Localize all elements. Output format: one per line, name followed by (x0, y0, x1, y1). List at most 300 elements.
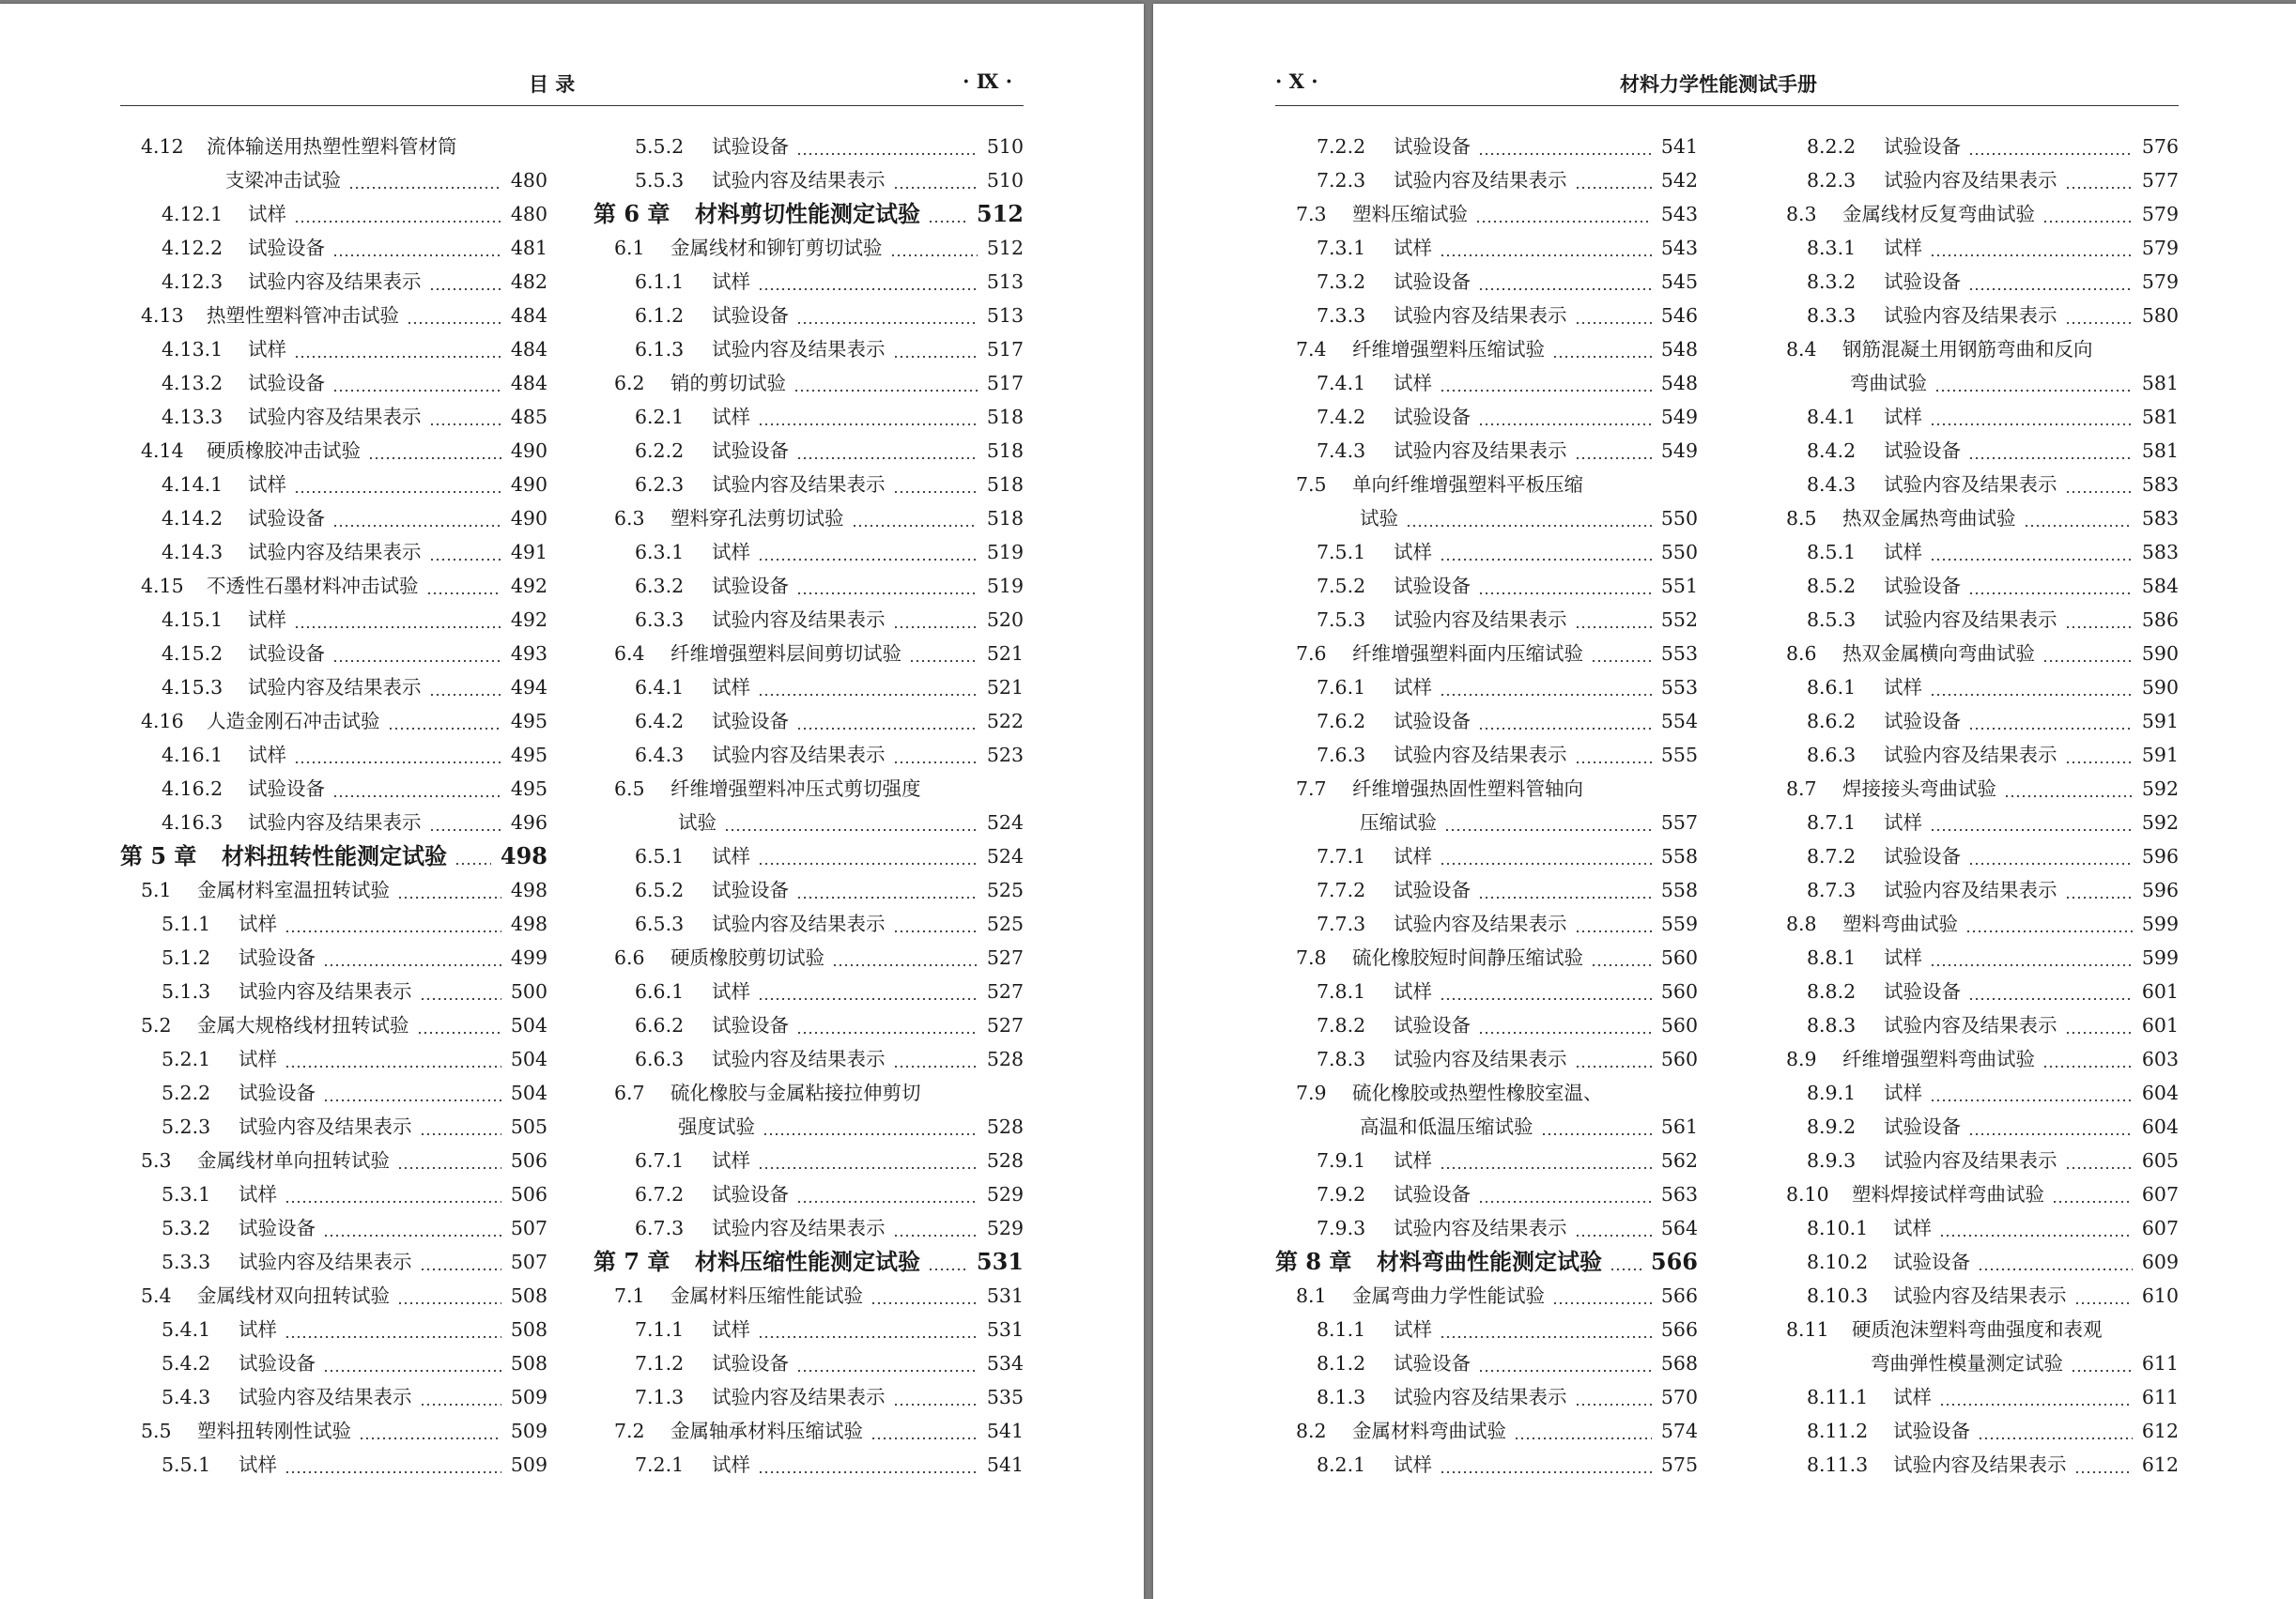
toc-entry (120, 1346, 547, 1380)
toc-entry (1275, 1448, 1698, 1482)
toc-entry-page: 517 (986, 372, 1024, 394)
toc-entry-title: 试验设备 (712, 1014, 789, 1037)
toc-entry-title: 试验内容及结果表示 (248, 270, 422, 293)
toc-entry-number: 6.5 (614, 777, 645, 800)
toc-entry-page: 592 (2141, 811, 2179, 834)
toc-leader-dots (1591, 941, 1652, 975)
toc-entry-number: 6.4.2 (635, 710, 685, 732)
toc-entry-page: 583 (2141, 541, 2179, 563)
toc-entry (120, 265, 547, 299)
toc-entry (1275, 366, 1698, 400)
toc-entry (1765, 772, 2179, 806)
toc-entry-title: 试验设备 (239, 1082, 316, 1104)
toc-entry-number: 8.8.1 (1807, 946, 1857, 969)
toc-leader-dots (294, 468, 501, 501)
toc-leader-dots (758, 265, 978, 299)
toc-entry (1275, 975, 1698, 1008)
toc-entry-page: 555 (1660, 744, 1698, 766)
toc-entry-number: 7.1 (614, 1284, 645, 1307)
toc-entry-page: 507 (510, 1251, 547, 1273)
toc-entry-number: 7.1.3 (635, 1386, 685, 1408)
toc-entry-title: 试验设备 (712, 1352, 789, 1375)
toc-entry-number: 7.7.3 (1317, 913, 1366, 935)
toc-entry-title: 试样 (1394, 980, 1432, 1003)
toc-entry (120, 907, 547, 941)
toc-entry-title: 试样 (1893, 1217, 1932, 1239)
toc-entry (120, 1448, 547, 1482)
toc-entry-page: 607 (2141, 1217, 2179, 1239)
toc-entry-title: 试验设备 (1893, 1420, 1970, 1442)
toc-entry-page: 564 (1660, 1217, 1698, 1239)
toc-entry (1765, 907, 2179, 941)
toc-leader-dots (1478, 569, 1652, 603)
toc-entry-number: 7.6 (1296, 642, 1327, 665)
toc-entry-page: 560 (1660, 980, 1698, 1003)
toc-entry-page: 505 (510, 1115, 547, 1138)
toc-leader-dots (407, 299, 501, 332)
toc-entry (1765, 873, 2179, 907)
left-header (120, 60, 1024, 98)
toc-entry-number: 7.6.3 (1317, 744, 1366, 766)
toc-entry-number: 7.2 (614, 1420, 645, 1442)
toc-leader-dots (2074, 1448, 2133, 1482)
toc-entry (1275, 468, 1698, 501)
toc-entry-number: 7.5 (1296, 473, 1327, 496)
toc-leader-dots (285, 1042, 501, 1076)
toc-entry-number: 8.10.1 (1807, 1217, 1869, 1239)
toc-entry-page: 507 (510, 1217, 547, 1239)
toc-entry-page: 484 (510, 372, 547, 394)
toc-entry (120, 197, 547, 231)
toc-leader-dots (332, 637, 501, 670)
toc-entry (120, 366, 547, 400)
toc-entry-title: 试验内容及结果表示 (239, 980, 412, 1003)
toc-entry (593, 1211, 1024, 1245)
toc-entry-title: 试验内容及结果表示 (1884, 473, 2057, 496)
toc-leader-dots (1930, 400, 2133, 434)
toc-entry-page: 599 (2141, 913, 2179, 935)
toc-entry-page: 577 (2141, 169, 2179, 192)
toc-entry-page: 521 (986, 642, 1024, 665)
toc-leader-dots (1514, 1414, 1652, 1448)
toc-entry-title: 试验内容及结果表示 (239, 1115, 412, 1138)
toc-entry (1275, 163, 1698, 197)
toc-leader-dots (928, 1245, 967, 1279)
toc-entry-number: 8.3.2 (1807, 270, 1857, 293)
toc-entry-number: 5.4.1 (162, 1318, 211, 1341)
toc-entry (1765, 569, 2179, 603)
toc-entry-page: 610 (2141, 1284, 2179, 1307)
toc-leader-dots (1968, 704, 2133, 738)
toc-leader-dots (1478, 130, 1652, 163)
toc-entry-title: 金属材料室温扭转试验 (197, 879, 390, 901)
toc-entry (593, 738, 1024, 772)
toc-entry-number: 6.7.2 (635, 1183, 685, 1206)
toc-entry-title: 纤维增强热固性塑料管轴向 (1352, 777, 1583, 800)
toc-entry-number: 7.7.1 (1317, 845, 1366, 868)
toc-entry-page: 527 (986, 1014, 1024, 1037)
toc-entry-title: 试验设备 (1884, 270, 1961, 293)
toc-entry-number: 6.1.2 (635, 304, 685, 327)
toc-entry-number: 7.1.2 (635, 1352, 685, 1375)
toc-entry (1765, 1177, 2179, 1211)
toc-entry-page: 570 (1660, 1386, 1698, 1408)
toc-entry-number: 6.5.1 (635, 845, 685, 868)
toc-entry (1275, 130, 1698, 163)
toc-entry-number: 8.7.1 (1807, 811, 1857, 834)
toc-entry (120, 772, 547, 806)
toc-entry-page: 508 (510, 1284, 547, 1307)
toc-entry-title: 试样 (1884, 811, 1922, 834)
toc-entry-page: 592 (2141, 777, 2179, 800)
toc-entry-page: 531 (976, 1248, 1024, 1275)
toc-entry-page: 484 (510, 338, 547, 361)
toc-leader-dots (388, 704, 501, 738)
toc-entry-page: 568 (1660, 1352, 1698, 1375)
toc-entry (593, 772, 1024, 806)
toc-entry (120, 1076, 547, 1110)
toc-entry-title: 试验设备 (712, 1183, 789, 1206)
toc-entry (593, 1279, 1024, 1313)
toc-leader-dots (2052, 1177, 2133, 1211)
toc-entry (1765, 231, 2179, 265)
toc-entry-number: 5.4.3 (162, 1386, 211, 1408)
toc-leader-dots (893, 907, 978, 941)
toc-entry-title: 试验设备 (248, 372, 325, 394)
toc-entry-number: 7.3 (1296, 203, 1327, 225)
toc-leader-dots (285, 1177, 501, 1211)
toc-entry-page: 596 (2141, 845, 2179, 868)
toc-entry-number: 7.6.2 (1317, 710, 1366, 732)
toc-entry (1765, 299, 2179, 332)
toc-entry-number: 8.8 (1786, 913, 1817, 935)
toc-entry-title: 纤维增强塑料压缩试验 (1352, 338, 1545, 361)
toc-leader-dots (893, 1380, 978, 1414)
toc-entry (593, 265, 1024, 299)
toc-leader-dots (832, 941, 978, 975)
toc-leader-dots (285, 1313, 501, 1346)
toc-entry-title: 试验内容及结果表示 (712, 169, 886, 192)
toc-entry-title: 试验内容及结果表示 (712, 1386, 886, 1408)
toc-entry (120, 637, 547, 670)
toc-leader-dots (294, 197, 501, 231)
toc-entry-number: 4.15.1 (162, 608, 223, 631)
toc-leader-dots (1610, 1245, 1641, 1279)
toc-entry-number: 6.7.3 (635, 1217, 685, 1239)
toc-entry-page: 531 (986, 1318, 1024, 1341)
toc-entry-page: 485 (510, 406, 547, 428)
toc-entry (1275, 569, 1698, 603)
toc-leader-dots (1444, 806, 1652, 839)
toc-entry-number: 7.8.2 (1317, 1014, 1366, 1037)
toc-leader-dots (1478, 1177, 1652, 1211)
toc-entry-page: 553 (1660, 676, 1698, 699)
toc-entry-title: 试验设备 (1884, 575, 1961, 597)
toc-entry-title: 试验内容及结果表示 (1884, 608, 2057, 631)
toc-entry-page: 543 (1660, 203, 1698, 225)
toc-leader-dots (1475, 197, 1652, 231)
toc-entry-title: 试样 (712, 541, 750, 563)
toc-entry-page: 562 (1660, 1149, 1698, 1172)
toc-leader-dots (1930, 231, 2133, 265)
toc-entry (1765, 535, 2179, 569)
toc-leader-dots (397, 1279, 501, 1313)
toc-entry-title: 试验内容及结果表示 (239, 1251, 412, 1273)
toc-entry-title: 单向纤维增强塑料平板压缩 (1352, 473, 1583, 496)
toc-entry-title: 试验内容及结果表示 (1884, 744, 2057, 766)
toc-entry-number: 6.1.1 (635, 270, 685, 293)
toc-entry-number: 8.8.3 (1807, 1014, 1857, 1037)
toc-entry-page: 579 (2141, 237, 2179, 259)
toc-leader-dots (1978, 1245, 2133, 1279)
toc-entry (1275, 1008, 1698, 1042)
toc-entry-title: 试验设备 (712, 879, 789, 901)
toc-entry-title: 试样 (248, 338, 286, 361)
toc-entry-title: 塑料扭转刚性试验 (197, 1420, 351, 1442)
toc-entry-number: 5.1.3 (162, 980, 211, 1003)
toc-entry-title: 硫化橡胶短时间静压缩试验 (1352, 946, 1583, 969)
toc-entry (120, 299, 547, 332)
toc-entry-page: 612 (2141, 1453, 2179, 1476)
toc-entry-number: 6.4.1 (635, 676, 685, 699)
toc-entry (1275, 772, 1698, 806)
toc-leader-dots (1968, 434, 2133, 468)
toc-entry-number: 6.4 (614, 642, 645, 665)
toc-entry-number: 4.13.3 (162, 406, 223, 428)
right-header-title: 材料力学性能测试手册 (1620, 72, 1817, 96)
toc-entry-page: 596 (2141, 879, 2179, 901)
toc-leader-dots (426, 569, 501, 603)
toc-entry-page: 601 (2141, 980, 2179, 1003)
toc-entry (120, 873, 547, 907)
toc-leader-dots (796, 299, 978, 332)
toc-entry-title: 试验设备 (712, 304, 789, 327)
toc-entry-number: 8.9.3 (1807, 1149, 1857, 1172)
toc-leader-dots (348, 163, 501, 197)
toc-entry-page: 607 (2141, 1183, 2179, 1206)
toc-entry (120, 738, 547, 772)
toc-entry-title: 材料剪切性能测定试验 (695, 200, 920, 227)
toc-entry-number: 8.5 (1786, 507, 1817, 530)
toc-entry-page: 494 (510, 676, 547, 699)
toc-entry-title: 试验内容及结果表示 (1394, 1048, 1567, 1070)
toc-entry-number: 8.4 (1786, 338, 1817, 361)
toc-entry (1275, 704, 1698, 738)
toc-entry (1765, 501, 2179, 535)
toc-entry-number: 8.1.1 (1317, 1318, 1366, 1341)
toc-entry (1275, 231, 1698, 265)
toc-entry-number: 第 6 章 (593, 200, 670, 227)
toc-entry-title: 试验内容及结果表示 (1893, 1284, 2067, 1307)
toc-entry-title: 试验内容及结果表示 (1394, 1217, 1567, 1239)
toc-entry-number: 4.16.1 (162, 744, 223, 766)
right-header-page-number: · Ⅹ · (1275, 69, 1318, 93)
toc-entry-page: 611 (2141, 1386, 2179, 1408)
toc-entry (1275, 332, 1698, 366)
toc-leader-dots (1930, 941, 2133, 975)
toc-entry (1275, 265, 1698, 299)
toc-entry-title: 试验设备 (239, 1217, 316, 1239)
toc-entry-page: 481 (510, 237, 547, 259)
toc-entry (1765, 603, 2179, 637)
toc-leader-dots (1440, 1448, 1652, 1482)
toc-entry-page: 590 (2141, 676, 2179, 699)
toc-leader-dots (1478, 400, 1652, 434)
toc-entry-page: 495 (510, 710, 547, 732)
toc-entry-page: 563 (1660, 1183, 1698, 1206)
toc-entry-number: 6.5.3 (635, 913, 685, 935)
toc-leader-dots (796, 1008, 978, 1042)
toc-leader-dots (758, 535, 978, 569)
toc-entry-number: 6.6.2 (635, 1014, 685, 1037)
toc-entry (120, 231, 547, 265)
toc-entry-title: 试验设备 (1394, 406, 1471, 428)
toc-entry-page: 609 (2141, 1251, 2179, 1273)
toc-entry (1275, 1279, 1698, 1313)
toc-entry-number: 7.7 (1296, 777, 1327, 800)
toc-entry-number: 8.6.3 (1807, 744, 1857, 766)
toc-entry-page: 604 (2141, 1082, 2179, 1104)
toc-entry-number: 8.2.1 (1317, 1453, 1366, 1476)
right-page (1153, 4, 2296, 1599)
toc-entry-page: 531 (986, 1284, 1024, 1307)
toc-entry-title: 试样 (1394, 237, 1432, 259)
toc-entry-number: 4.16.3 (162, 811, 223, 834)
toc-leader-dots (2042, 1042, 2133, 1076)
toc-entry-page: 506 (510, 1183, 547, 1206)
toc-entry (1765, 1211, 2179, 1245)
right-header (1275, 60, 2179, 98)
toc-leader-dots (1552, 332, 1652, 366)
toc-entry-title: 试验内容及结果表示 (1394, 439, 1567, 462)
toc-entry-title: 试验内容及结果表示 (1893, 1453, 2067, 1476)
toc-leader-dots (1440, 535, 1652, 569)
toc-leader-dots (2042, 197, 2133, 231)
toc-entry (1765, 468, 2179, 501)
toc-entry-title: 试样 (1394, 845, 1432, 868)
toc-entry-page: 490 (510, 507, 547, 530)
toc-entry-title: 试验内容及结果表示 (1884, 879, 2057, 901)
toc-leader-dots (285, 907, 501, 941)
toc-entry (593, 1144, 1024, 1177)
toc-entry-number: 5.3.3 (162, 1251, 211, 1273)
toc-entry-page: 527 (986, 946, 1024, 969)
toc-entry (1275, 907, 1698, 941)
toc-entry (120, 941, 547, 975)
toc-entry (1765, 1110, 2179, 1144)
toc-entry (593, 1110, 1024, 1144)
toc-entry-number: 6.2.3 (635, 473, 685, 496)
toc-entry-title: 试样 (712, 980, 750, 1003)
toc-entry (120, 1279, 547, 1313)
toc-entry-number: 8.3 (1786, 203, 1817, 225)
toc-leader-dots (285, 1448, 501, 1482)
toc-leader-dots (758, 1313, 978, 1346)
toc-entry-title: 材料压缩性能测定试验 (695, 1248, 920, 1275)
toc-entry-title: 弯曲试验 (1850, 372, 1927, 394)
toc-leader-dots (1965, 907, 2133, 941)
toc-leader-dots (1591, 637, 1652, 670)
toc-entry-title: 试验设备 (712, 135, 789, 158)
toc-entry-title: 试验内容及结果表示 (1394, 744, 1567, 766)
toc-leader-dots (429, 265, 501, 299)
toc-entry (593, 806, 1024, 839)
toc-entry-number: 8.8.2 (1807, 980, 1857, 1003)
toc-leader-dots (332, 501, 501, 535)
toc-entry-title: 试验设备 (712, 439, 789, 462)
toc-entry-title: 试验内容及结果表示 (248, 541, 422, 563)
toc-leader-dots (1978, 1414, 2133, 1448)
toc-entry-page: 523 (986, 744, 1024, 766)
toc-entry-page: 508 (510, 1318, 547, 1341)
toc-entry (1765, 670, 2179, 704)
toc-leader-dots (893, 1042, 978, 1076)
toc-entry (593, 535, 1024, 569)
toc-leader-dots (420, 1380, 501, 1414)
toc-entry-title: 试验设备 (1394, 710, 1471, 732)
toc-entry-page: 611 (2141, 1352, 2179, 1375)
toc-entry-page: 548 (1660, 338, 1698, 361)
toc-entry-page: 590 (2141, 642, 2179, 665)
toc-leader-dots (294, 332, 501, 366)
toc-entry-title: 试验内容及结果表示 (248, 406, 422, 428)
toc-leader-dots (758, 975, 978, 1008)
toc-leader-dots (2065, 468, 2133, 501)
toc-entry (120, 603, 547, 637)
toc-entry-title: 纤维增强塑料面内压缩试验 (1352, 642, 1583, 665)
toc-entry-number: 5.2.1 (162, 1048, 211, 1070)
toc-entry-page: 509 (510, 1420, 547, 1442)
toc-entry (1275, 839, 1698, 873)
toc-entry-page: 520 (986, 608, 1024, 631)
toc-entry-page: 560 (1660, 946, 1698, 969)
toc-entry-page: 566 (1660, 1284, 1698, 1307)
toc-entry (593, 1042, 1024, 1076)
toc-entry-page: 612 (2141, 1420, 2179, 1442)
toc-entry (1275, 670, 1698, 704)
toc-entry (1275, 1144, 1698, 1177)
toc-entry-page: 518 (986, 473, 1024, 496)
toc-entry-number: 6.1 (614, 237, 645, 259)
toc-entry (120, 569, 547, 603)
toc-entry (1765, 738, 2179, 772)
toc-entry-number: 5.4 (141, 1284, 172, 1307)
toc-entry-title: 金属材料压缩性能试验 (670, 1284, 863, 1307)
toc-entry-page: 560 (1660, 1048, 1698, 1070)
toc-entry-number: 8.11.1 (1807, 1386, 1869, 1408)
toc-leader-dots (1478, 1008, 1652, 1042)
toc-entry (1765, 704, 2179, 738)
toc-entry-number: 7.9.2 (1317, 1183, 1366, 1206)
toc-entry-number: 5.1.1 (162, 913, 211, 935)
toc-leader-dots (893, 163, 978, 197)
toc-entry-number: 8.6.1 (1807, 676, 1857, 699)
toc-entry-page: 490 (510, 473, 547, 496)
toc-leader-dots (1968, 265, 2133, 299)
toc-entry-page: 513 (986, 304, 1024, 327)
toc-entry (593, 873, 1024, 907)
toc-entry-number: 4.16 (141, 710, 184, 732)
toc-entry-page: 527 (986, 980, 1024, 1003)
toc-entry-page: 521 (986, 676, 1024, 699)
toc-entry-number: 8.9.2 (1807, 1115, 1857, 1138)
toc-entry-number: 第 8 章 (1275, 1248, 1352, 1275)
toc-entry-number: 8.5.2 (1807, 575, 1857, 597)
toc-leader-dots (2024, 501, 2133, 535)
toc-leader-dots (368, 434, 501, 468)
toc-entry (1275, 941, 1698, 975)
toc-entry-page: 498 (510, 913, 547, 935)
